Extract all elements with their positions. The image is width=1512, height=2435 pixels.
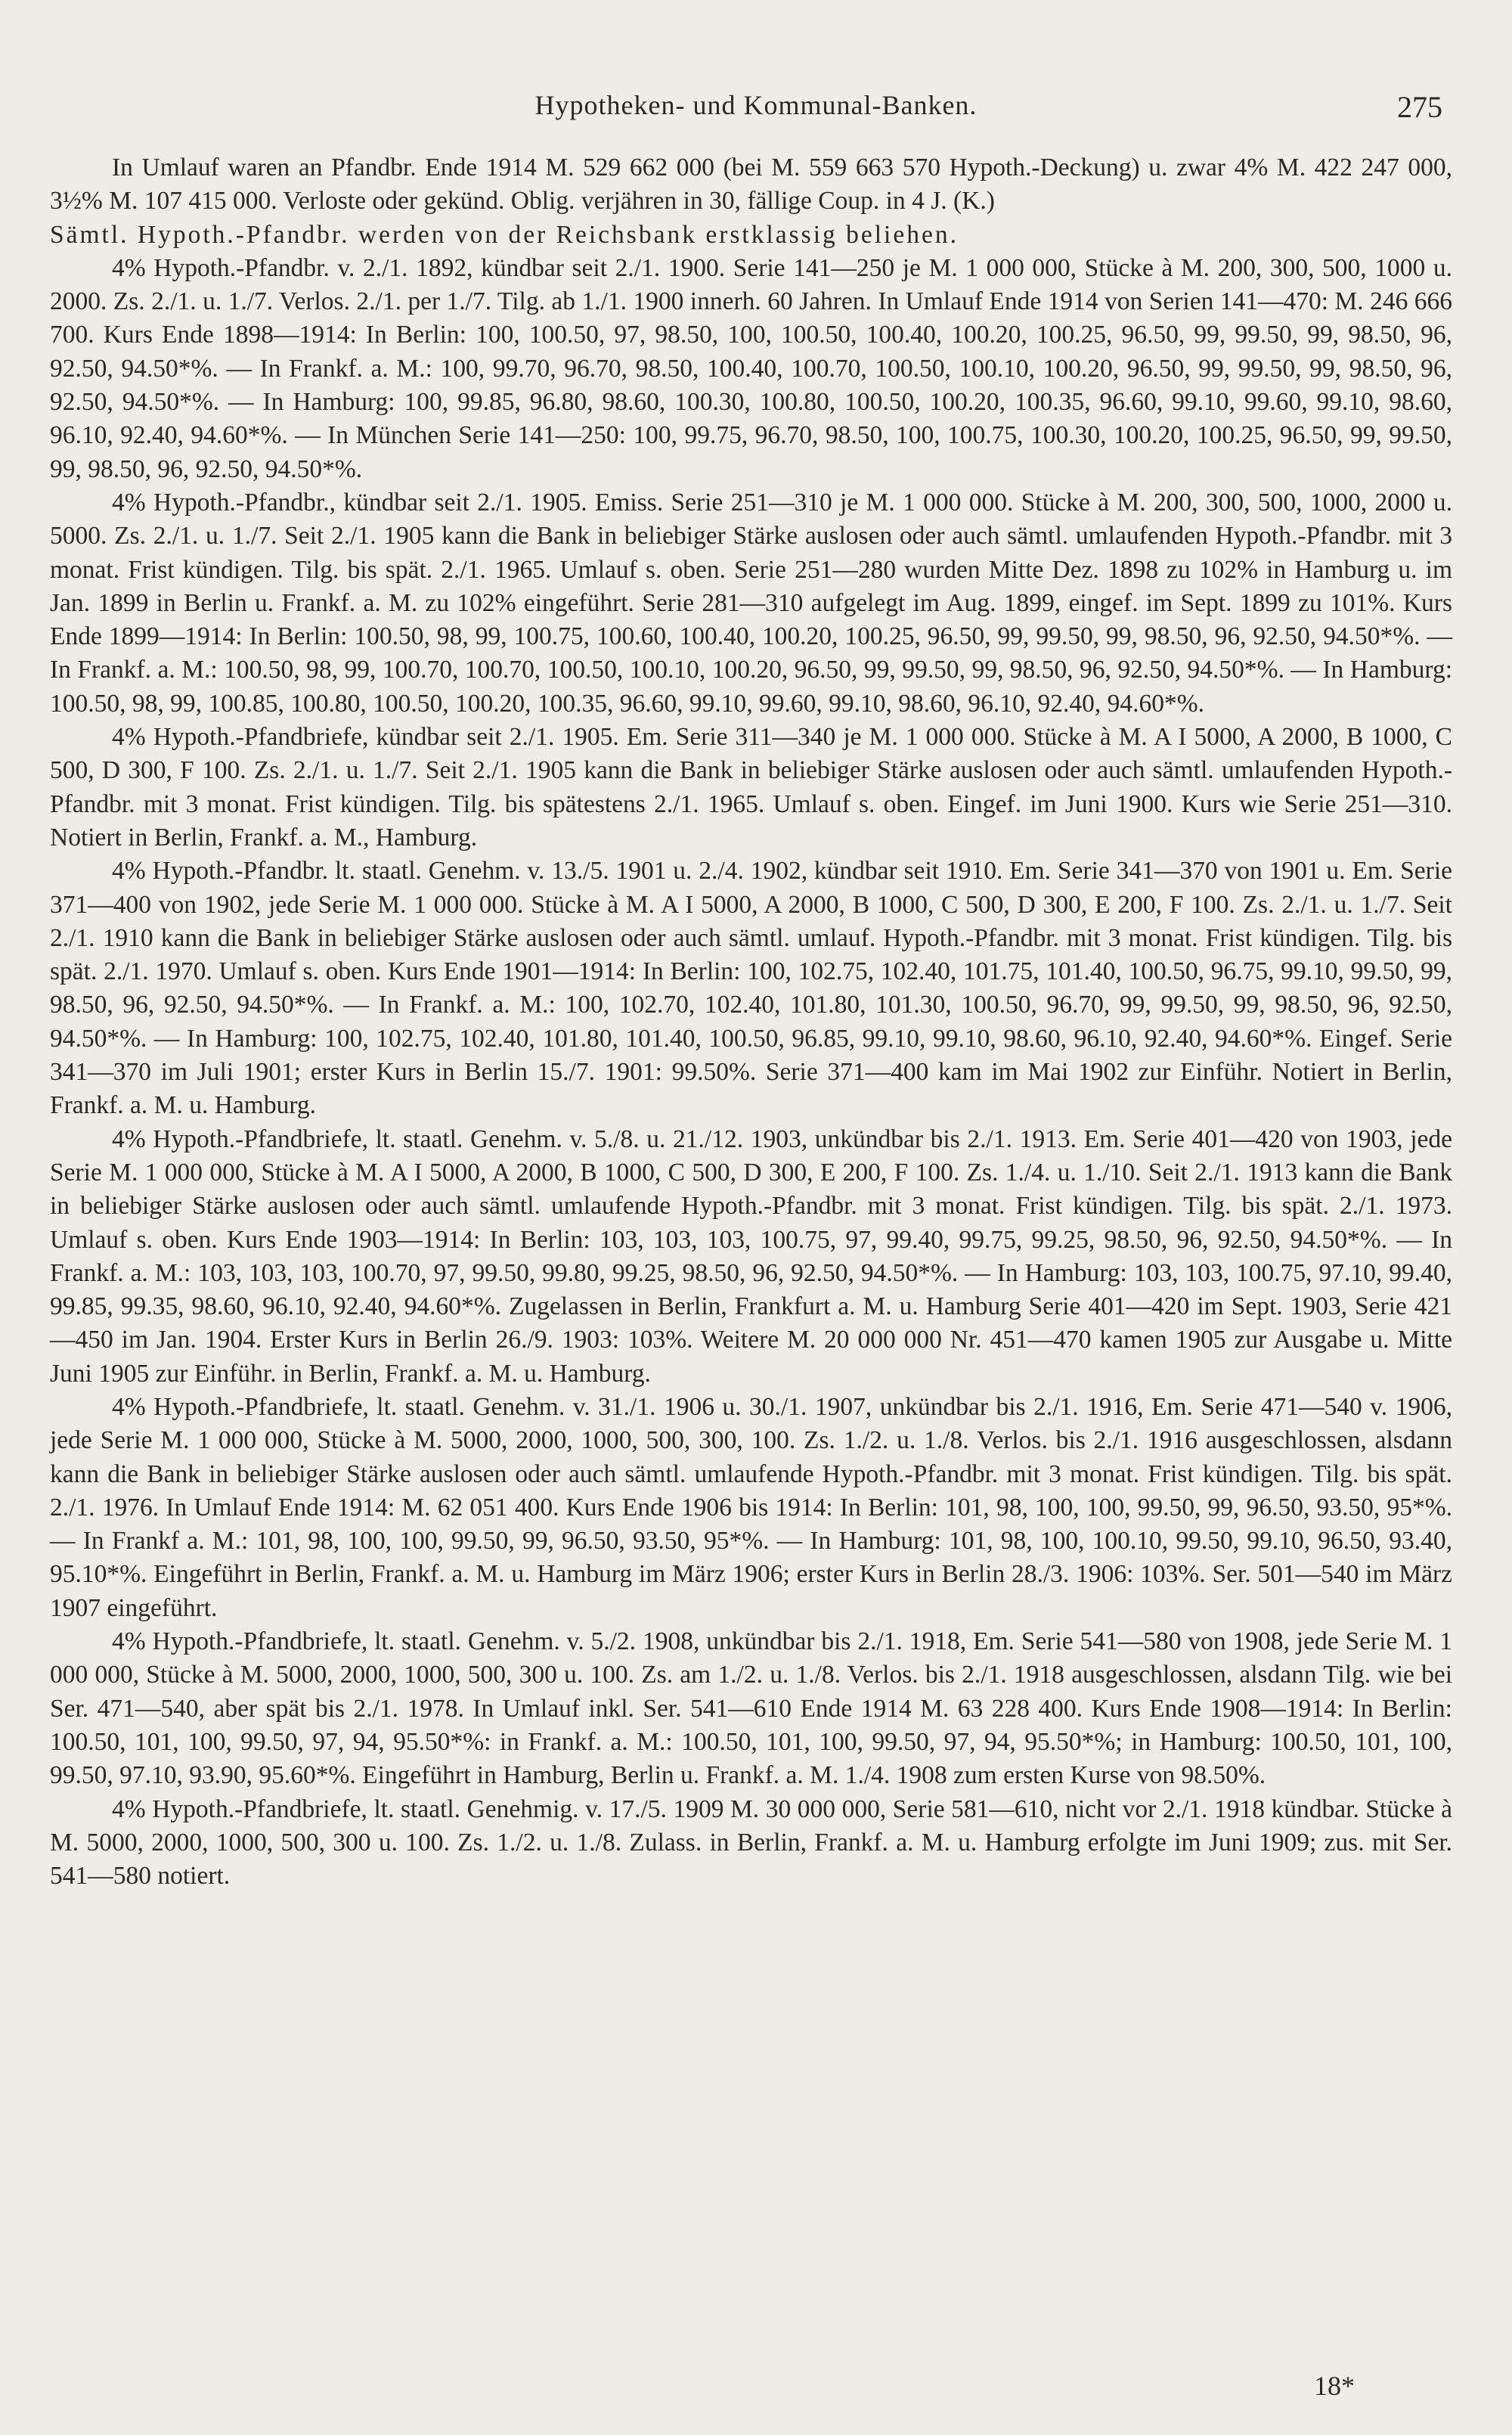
paragraph: 4% Hypoth.-Pfandbriefe, lt. staatl. Genehm. v. 5./8. u. 21./12. 1903, unkündbar bis 2./1. 1913. Em. Serie 401—420 von 1903, jede Serie M. 1 000 000, Stücke à M. A I 5000, A 2000, B 1000, C 500, D 300, E 200, F 100. Zs. 1./4. u. 1./10. Seit 2./1. 1913 kann die Bank in beliebiger Stärke auslosen oder auch sämtl. umlaufende Hypoth.-Pfandbr. mit 3 monat. Frist kündigen. Tilg. bis spät. 2./1. 1973. Umlauf s. oben. Kurs Ende 1903—1914: In Berlin: 103, 103, 103, 100.75, 97, 99.40, 99.75, 99.25, 98.50, 96, 92.50, 94.50*%. — In Frankf. a. M.: 103, 103, 103, 100.70, 97, 99.50, 99.80, 99.25, 98.50, 96, 92.50, 94.50*%. — In Hamburg: 103, 103, 100.75, 97.10, 99.40, 99.85, 99.35, 98.60, 96.10, 92.40, 94.60*%. Zugelassen in Berlin, Frankfurt a. M. u. Hamburg Serie 401—420 im Sept. 1903, Serie 421—450 im Jan. 1904. Erster Kurs in Berlin 26./9. 1903: 103%. Weitere M. 20 000 000 Nr. 451—470 kamen 1905 zur Ausgabe u. Mitte Juni 1905 zur Einführ. in Berlin, Frankf. a. M. u. Hamburg. xyxy=(50,1124,1452,1388)
paragraph: 4% Hypoth.-Pfandbriefe, kündbar seit 2./1. 1905. Em. Serie 311—340 je M. 1 000 000. Stücke à M. A I 5000, A 2000, B 1000, C 500, D 300, F 100. Zs. 2./1. u. 1./7. Seit 2./1. 1905 kann die Bank in beliebiger Stärke auslosen oder auch sämtl. umlaufenden Hypoth.-Pfandbr. mit 3 monat. Frist kündigen. Tilg. bis spätestens 2./1. 1965. Umlauf s. oben. Eingef. im Juni 1900. Kurs wie Serie 251—310. Notiert in Berlin, Frankf. a. M., Hamburg. xyxy=(50,723,1452,851)
paragraph: 4% Hypoth.-Pfandbriefe, lt. staatl. Genehmig. v. 17./5. 1909 M. 30 000 000, Serie 581—610, nicht vor 2./1. 1918 kündbar. Stücke à M. 5000, 2000, 1000, 500, 300 u. 100. Zs. 1./2. u. 1./8. Zulass. in Berlin, Frankf. a. M. u. Hamburg erfolgte im Juni 1909; zus. mit Ser. 541—580 notiert. xyxy=(50,1794,1452,1891)
paragraph: 4% Hypoth.-Pfandbr. lt. staatl. Genehm. v. 13./5. 1901 u. 2./4. 1902, kündbar seit 1910. Em. Serie 341—370 von 1901 u. Em. Serie 371—400 von 1902, jede Serie M. 1 000 000. Stücke à M. A I 5000, A 2000, B 1000, C 500, D 300, E 200, F 100. Zs. 2./1. u. 1./7. Seit 2./1. 1910 kann die Bank in beliebiger Stärke auslosen oder auch sämtl. umlauf. Hypoth.-Pfandbr. mit 3 monat. Frist kündigen. Tilg. bis spät. 2./1. 1970. Umlauf s. oben. Kurs Ende 1901—1914: In Berlin: 100, 102.75, 102.40, 101.75, 101.40, 100.50, 96.75, 99.10, 99.50, 99, 98.50, 96, 92.50, 94.50*%. — In Frankf. a. M.: 100, 102.70, 102.40, 101.80, 101.30, 100.50, 96.70, 99, 99.50, 99, 98.50, 96, 92.50, 94.50*%. — In Hamburg: 100, 102.75, 102.40, 101.80, 101.40, 100.50, 96.85, 99.10, 99.10, 98.60, 96.10, 92.40, 94.60*%. Eingef. Serie 341—370 im Juli 1901; erster Kurs in Berlin 15./7. 1901: 99.50%. Serie 371—400 kam im Mai 1902 zur Einführ. Notiert in Berlin, Frankf. a. M. u. Hamburg. xyxy=(50,857,1452,1120)
paragraph: 4% Hypoth.-Pfandbriefe, lt. staatl. Genehm. v. 31./1. 1906 u. 30./1. 1907, unkündbar bis 2./1. 1916, Em. Serie 471—540 v. 1906, jede Serie M. 1 000 000, Stücke à M. 5000, 2000, 1000, 500, 300, 100. Zs. 1./2. u. 1./8. Verlos. bis 2./1. 1916 ausgeschlossen, alsdann kann die Bank in beliebiger Stärke auslosen oder auch sämtl. umlaufende Hypoth.-Pfandbr. mit 3 monat. Frist kündigen. Tilg. bis spät. 2./1. 1976. In Umlauf Ende 1914: M. 62 051 400. Kurs Ende 1906 bis 1914: In Berlin: 101, 98, 100, 100, 99.50, 99, 96.50, 93.50, 95*%. — In Frankf a. M.: 101, 98, 100, 100, 99.50, 99, 96.50, 93.50, 95*%. — In Hamburg: 101, 98, 100, 100.10, 99.50, 99.10, 96.50, 93.40, 95.10*%. Eingeführt in Berlin, Frankf. a. M. u. Hamburg im März 1906; erster Kurs in Berlin 28./3. 1906: 103%. Ser. 501—540 im März 1907 eingeführt. xyxy=(50,1392,1452,1622)
page-header xyxy=(0,89,1512,135)
sheet-signature: 18* xyxy=(1314,2371,1355,2401)
paragraph: 4% Hypoth.-Pfandbr., kündbar seit 2./1. 1905. Emiss. Serie 251—310 je M. 1 000 000. Stücke à M. 200, 300, 500, 1000, 2000 u. 5000. Zs. 2./1. u. 1./7. Seit 2./1. 1905 kann die Bank in beliebiger Stärke auslosen oder auch sämtl. umlaufenden Hypoth.-Pfandbr. mit 3 monat. Frist kündigen. Tilg. bis spät. 2./1. 1965. Umlauf s. oben. Serie 251—280 wurden Mitte Dez. 1898 zu 102% in Hamburg u. im Jan. 1899 in Berlin u. Frankf. a. M. zu 102% eingeführt. Serie 281—310 aufgelegt im Aug. 1899, eingef. im Sept. 1899 zu 101%. Kurs Ende 1899—1914: In Berlin: 100.50, 98, 99, 100.75, 100.60, 100.40, 100.20, 100.25, 96.50, 99, 99.50, 99, 98.50, 96, 92.50, 94.50*%. — In Frankf. a. M.: 100.50, 98, 99, 100.70, 100.70, 100.50, 100.10, 100.20, 96.50, 99, 99.50, 99, 98.50, 96, 92.50, 94.50*%. — In Hamburg: 100.50, 98, 99, 100.85, 100.80, 100.50, 100.20, 100.35, 96.60, 99.10, 99.60, 99.10, 98.60, 96.10, 92.40, 94.60*%. xyxy=(50,488,1452,718)
document-body xyxy=(50,151,1452,1893)
paragraph: In Umlauf waren an Pfandbr. Ende 1914 M. 529 662 000 (bei M. 559 663 570 Hypoth.-Deckung) u. zwar 4% M. 422 247 000, 3½% M. 107 415 000. Verloste oder gekünd. Oblig. verjähren in 30, fällige Coup. in 4 J. (K.) xyxy=(50,154,1452,216)
running-title: Hypotheken- und Kommunal-Banken. xyxy=(534,90,978,120)
paragraph: 4% Hypoth.-Pfandbriefe, lt. staatl. Genehm. v. 5./2. 1908, unkündbar bis 2./1. 1918, Em. Serie 541—580 von 1908, jede Serie M. 1 000 000, Stücke à M. 5000, 2000, 1000, 500, 300 u. 100. Zs. am 1./2. u. 1./8. Verlos. bis 2./1. 1918 ausgeschlossen, alsdann Tilg. wie bei Ser. 471—540, aber spät bis 2./1. 1978. In Umlauf inkl. Ser. 541—610 Ende 1914 M. 63 228 400. Kurs Ende 1908—1914: In Berlin: 100.50, 101, 100, 99.50, 97, 94, 95.50*%: in Frankf. a. M.: 100.50, 101, 100, 99.50, 97, 94, 95.50*%; in Hamburg: 100.50, 101, 100, 99.50, 97.10, 93.90, 95.60*%. Eingeführt in Hamburg, Berlin u. Frankf. a. M. 1./4. 1908 zum ersten Kurse von 98.50%. xyxy=(50,1627,1452,1790)
paragraph: 4% Hypoth.-Pfandbr. v. 2./1. 1892, kündbar seit 2./1. 1900. Serie 141—250 je M. 1 000 000, Stücke à M. 200, 300, 500, 1000 u. 2000. Zs. 2./1. u. 1./7. Verlos. 2./1. per 1./7. Tilg. ab 1./1. 1900 innerh. 60 Jahren. In Umlauf Ende 1914 von Serien 141—470: M. 246 666 700. Kurs Ende 1898—1914: In Berlin: 100, 100.50, 97, 98.50, 100, 100.50, 100.40, 100.20, 100.25, 96.50, 99, 99.50, 99, 98.50, 96, 92.50, 94.50*%. — In Frankf. a. M.: 100, 99.70, 96.70, 98.50, 100.40, 100.70, 100.50, 100.10, 100.20, 96.50, 99, 99.50, 99, 98.50, 96, 92.50, 94.50*%. — In Hamburg: 100, 99.85, 96.80, 98.60, 100.30, 100.80, 100.50, 100.20, 100.35, 96.60, 99.10, 99.60, 99.10, 98.60, 96.10, 92.40, 94.60*%. — In München Serie 141—250: 100, 99.75, 96.70, 98.50, 100, 100.75, 100.30, 100.20, 100.25, 96.50, 99, 99.50, 99, 98.50, 96, 92.50, 94.50*%. xyxy=(50,253,1452,483)
page-number: 275 xyxy=(1397,90,1442,124)
paragraph: Sämtl. Hypoth.-Pfandbr. werden von der Reichsbank erstklassig beliehen. xyxy=(50,220,959,249)
